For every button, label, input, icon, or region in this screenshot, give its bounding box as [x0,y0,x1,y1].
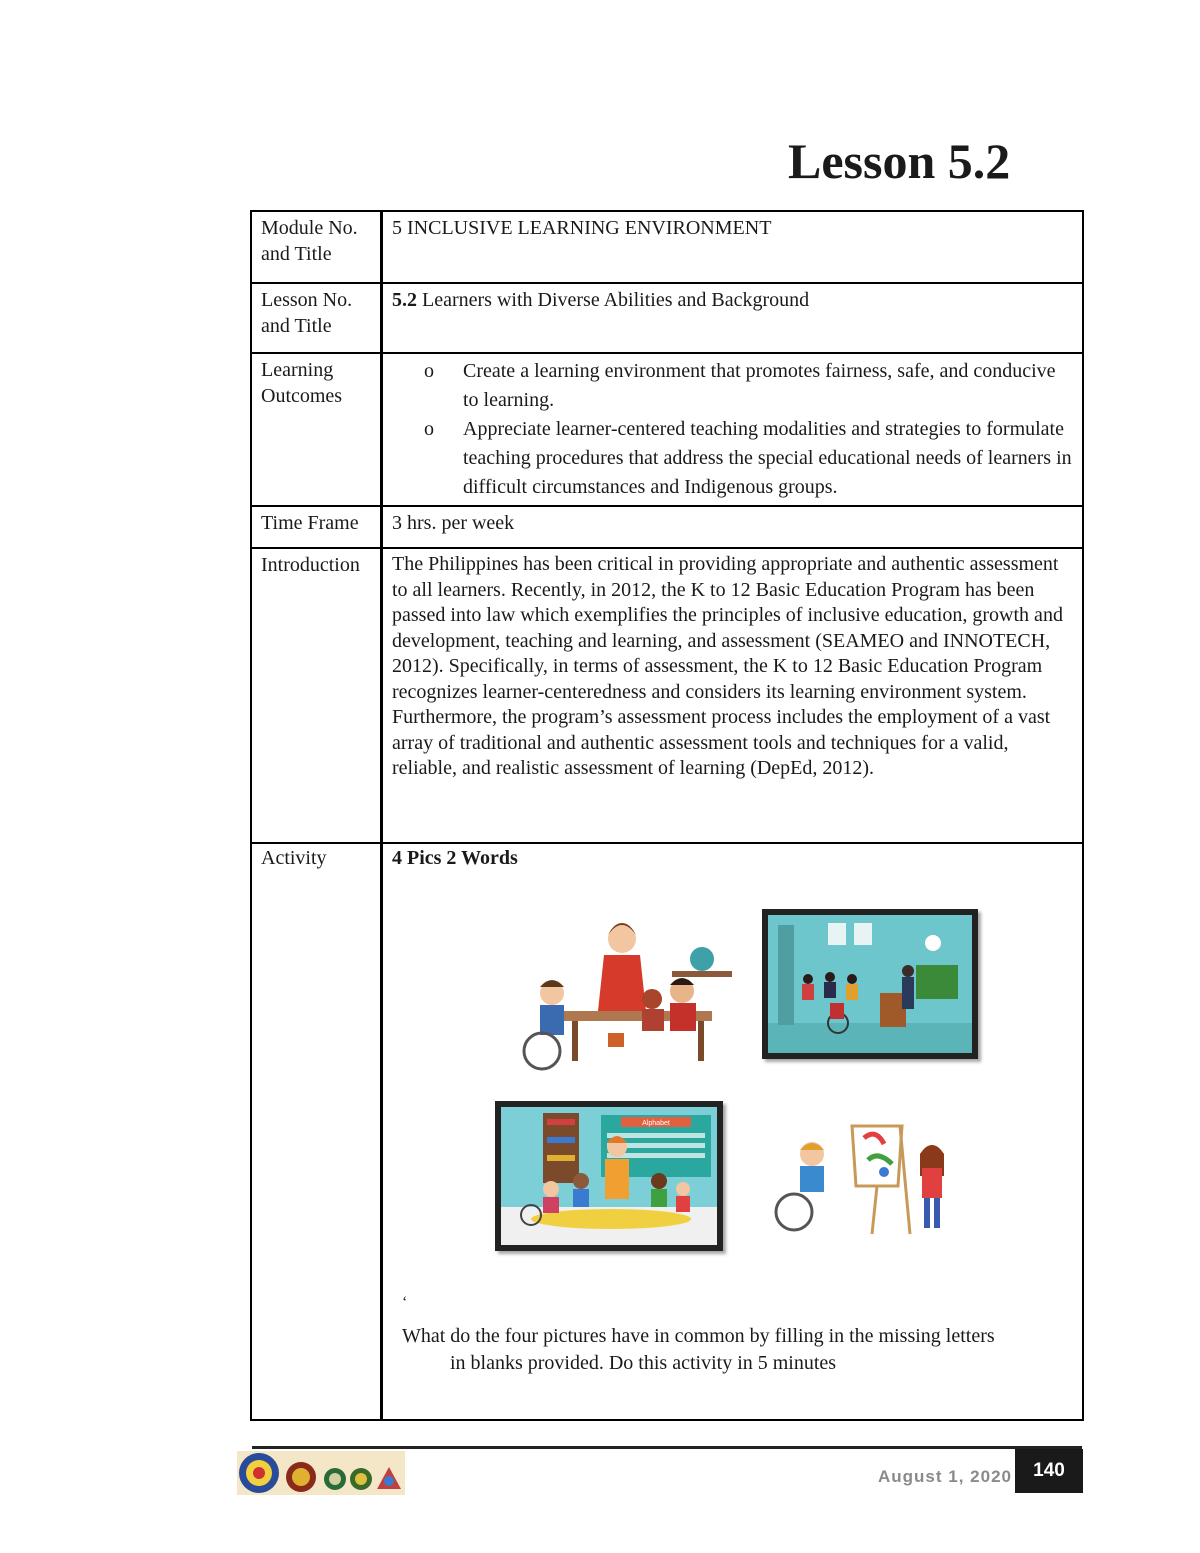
lesson-number: 5.2 [392,289,417,311]
outcomes-row [251,353,1083,506]
lesson-value [382,283,1084,353]
outcome-text: Create a learning environment that promotes fairness, safe, and conducive to learning. [463,360,1056,411]
alphabet-scene [501,1107,717,1245]
classroom-scene [768,915,972,1053]
module-row [251,211,1083,283]
lesson-heading: Lesson 5.2 [788,133,1011,189]
activity-pictures [392,871,1073,1291]
picture-alphabet-class [495,1101,723,1251]
picture-teacher-students [512,911,752,1071]
introduction-value: The Philippines has been critical in providing appropriate and authentic assessment to all learners. Recently, in 2012, the K to 12 Basic Education Program has been passed into law which exemplifies the principles of inclusive education, growth and development, teaching and learning, and assessment (SEAMEO and INNOTECH, 2012). Specifically, in terms of assessment, the K to 12 Basic Education Program recognizes learner-centeredness and considers its learning environment system. Furthermore, the program’s assessment process includes the employment of a vast array of traditional and authentic assessment tools and techniques for a valid, reliable, and realistic assessment of learning (DepEd, 2012). [382,548,1084,843]
outcome-bullet: o [424,360,434,382]
alphabet-banner-text: Alphabet [642,1120,670,1127]
picture-classroom [762,909,978,1059]
lesson-title-text: Learners with Diverse Abilities and Background [417,289,810,311]
activity-value [382,843,1084,1420]
timeframe-label: Time Frame [251,506,382,548]
module-label: Module No. and Title [251,211,382,283]
lesson-table [250,210,1084,1421]
activity-question [392,1323,1073,1377]
outcomes-value [382,353,1084,506]
outcomes-list [392,357,1073,502]
outcomes-label: Learning Outcomes [251,353,382,506]
outcome-bullet: o [424,418,434,440]
module-value: 5 INCLUSIVE LEARNING ENVIRONMENT [382,211,1084,283]
picture-painting-kids [772,1116,962,1236]
outcome-item [424,415,1073,502]
footer-date: August 1, 2020 [878,1467,1012,1486]
activity-label: Activity [251,843,382,1420]
lesson-row [251,283,1083,353]
outcome-text: Appreciate learner-centered teaching modalities and strategies to formulate teaching procedures that address the special educational needs of learners in difficult circumstances and Indigenous groups. [463,418,1072,498]
institution-logos-icon [237,1451,405,1495]
page-number: 140 [1015,1449,1083,1493]
introduction-row [251,548,1083,843]
footer-logos [237,1451,405,1495]
introduction-label: Introduction [251,548,382,843]
footer-divider [252,1446,1082,1449]
timeframe-value: 3 hrs. per week [382,506,1084,548]
activity-title: 4 Pics 2 Words [392,847,518,869]
outcome-item [424,357,1073,415]
lesson-label: Lesson No. and Title [251,283,382,353]
activity-row [251,843,1083,1420]
question-line-1: What do the four pictures have in common by filling in the missing letters [402,1325,995,1347]
question-line-2: in blanks provided. Do this activity in 5 minutes [450,1352,837,1374]
activity-mark: ‘ [402,1294,408,1311]
timeframe-row [251,506,1083,548]
